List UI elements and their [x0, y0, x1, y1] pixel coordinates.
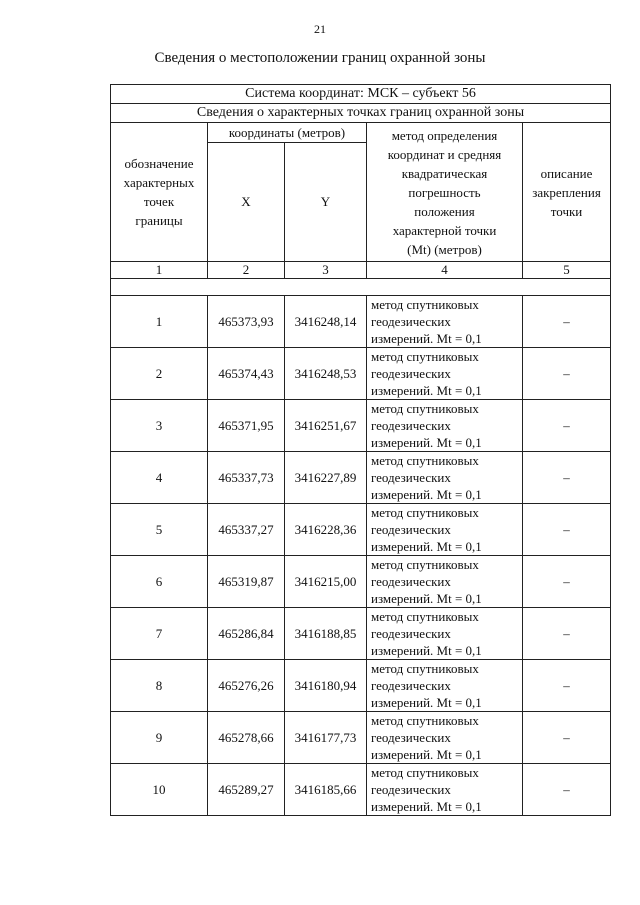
- header-x: X: [208, 143, 285, 262]
- method-line: метод спутниковых: [371, 765, 479, 780]
- method-line: метод спутниковых: [371, 453, 479, 468]
- method-line: геодезических: [371, 366, 451, 381]
- header-coordinates: координаты (метров): [208, 123, 367, 143]
- method-line: измерений. Mt = 0,1: [371, 331, 482, 346]
- point-number-cell: 4: [111, 452, 208, 504]
- method-cell: [367, 400, 523, 452]
- table-row: [111, 400, 611, 452]
- method-line: измерений. Mt = 0,1: [371, 643, 482, 658]
- document-title: Сведения о местоположении границ охранной зоны: [154, 50, 486, 66]
- coordinate-system-cell: Система координат: МСК – субъект 56: [111, 85, 611, 104]
- x-coordinate-cell: 465337,73: [208, 452, 285, 504]
- method-line: геодезических: [371, 574, 451, 589]
- x-coordinate-cell: 465278,66: [208, 712, 285, 764]
- point-number-cell: 3: [111, 400, 208, 452]
- x-coordinate-cell: 465374,43: [208, 348, 285, 400]
- method-line: геодезических: [371, 522, 451, 537]
- method-cell: [367, 556, 523, 608]
- y-coordinate-cell: 3416215,00: [285, 556, 367, 608]
- description-cell: –: [523, 400, 611, 452]
- table-row: [111, 504, 611, 556]
- header-row: [111, 123, 611, 143]
- coordinate-system-row: [111, 85, 611, 104]
- header-description-line: описание: [540, 165, 593, 181]
- header-y: Y: [285, 143, 367, 262]
- method-line: геодезических: [371, 314, 451, 329]
- table-row: [111, 660, 611, 712]
- y-coordinate-cell: 3416228,36: [285, 504, 367, 556]
- y-coordinate-cell: 3416248,53: [285, 348, 367, 400]
- method-line: метод спутниковых: [371, 713, 479, 728]
- x-coordinate-cell: 465373,93: [208, 296, 285, 348]
- method-line: геодезических: [371, 782, 451, 797]
- header-point-designation-line: обозначение: [124, 156, 194, 171]
- method-line: геодезических: [371, 730, 451, 745]
- table-subtitle-row: [111, 104, 611, 123]
- y-coordinate-cell: 3416177,73: [285, 712, 367, 764]
- method-cell: [367, 764, 523, 816]
- method-line: измерений. Mt = 0,1: [371, 383, 482, 398]
- header-method-line: (Mt) (метров): [407, 241, 482, 257]
- column-number: 5: [523, 262, 611, 279]
- header-description-line: закрепления: [532, 184, 601, 200]
- method-line: измерений. Mt = 0,1: [371, 435, 482, 450]
- header-point-designation-line: точек: [143, 194, 175, 209]
- method-line: измерений. Mt = 0,1: [371, 591, 482, 606]
- table-row: [111, 764, 611, 816]
- boundary-points-table: [110, 84, 611, 816]
- method-line: метод спутниковых: [371, 557, 479, 572]
- table-row: [111, 712, 611, 764]
- column-number: 1: [111, 262, 208, 279]
- method-line: метод спутниковых: [371, 297, 479, 312]
- x-coordinate-cell: 465371,95: [208, 400, 285, 452]
- y-coordinate-cell: 3416227,89: [285, 452, 367, 504]
- method-line: метод спутниковых: [371, 661, 479, 676]
- page-number: 21: [314, 22, 326, 36]
- table-row: [111, 296, 611, 348]
- point-number-cell: 2: [111, 348, 208, 400]
- method-cell: [367, 348, 523, 400]
- method-line: метод спутниковых: [371, 505, 479, 520]
- description-cell: –: [523, 556, 611, 608]
- blank-cell: [111, 279, 611, 296]
- table-row: [111, 452, 611, 504]
- method-line: геодезических: [371, 470, 451, 485]
- description-cell: –: [523, 712, 611, 764]
- method-cell: [367, 712, 523, 764]
- blank-row: [111, 279, 611, 296]
- x-coordinate-cell: 465276,26: [208, 660, 285, 712]
- description-cell: –: [523, 504, 611, 556]
- method-cell: [367, 296, 523, 348]
- point-number-cell: 8: [111, 660, 208, 712]
- method-cell: [367, 504, 523, 556]
- description-cell: –: [523, 660, 611, 712]
- header-method: [367, 123, 523, 262]
- method-line: измерений. Mt = 0,1: [371, 539, 482, 554]
- point-number-cell: 10: [111, 764, 208, 816]
- header-point-designation-line: границы: [135, 213, 183, 228]
- header-method-line: координат и средняя: [387, 146, 502, 162]
- y-coordinate-cell: 3416185,66: [285, 764, 367, 816]
- method-line: измерений. Mt = 0,1: [371, 695, 482, 710]
- point-number-cell: 6: [111, 556, 208, 608]
- header-description: [523, 123, 611, 262]
- description-cell: –: [523, 296, 611, 348]
- method-line: метод спутниковых: [371, 349, 479, 364]
- method-line: метод спутниковых: [371, 609, 479, 624]
- header-description-line: точки: [550, 203, 583, 219]
- description-cell: –: [523, 764, 611, 816]
- y-coordinate-cell: 3416180,94: [285, 660, 367, 712]
- description-cell: –: [523, 608, 611, 660]
- x-coordinate-cell: 465319,87: [208, 556, 285, 608]
- method-line: метод спутниковых: [371, 401, 479, 416]
- y-coordinate-cell: 3416251,67: [285, 400, 367, 452]
- method-line: геодезических: [371, 418, 451, 433]
- method-line: геодезических: [371, 678, 451, 693]
- method-line: измерений. Mt = 0,1: [371, 799, 482, 814]
- x-coordinate-cell: 465337,27: [208, 504, 285, 556]
- table-row: [111, 348, 611, 400]
- header-method-line: погрешность: [408, 184, 481, 200]
- y-coordinate-cell: 3416188,85: [285, 608, 367, 660]
- x-coordinate-cell: 465289,27: [208, 764, 285, 816]
- column-numbers-row: [111, 262, 611, 279]
- description-cell: –: [523, 452, 611, 504]
- method-cell: [367, 452, 523, 504]
- point-number-cell: 9: [111, 712, 208, 764]
- header-method-line: метод определения: [391, 127, 498, 143]
- table-row: [111, 556, 611, 608]
- column-number: 2: [208, 262, 285, 279]
- header-point-designation-line: характерных: [123, 175, 195, 190]
- x-coordinate-cell: 465286,84: [208, 608, 285, 660]
- method-cell: [367, 608, 523, 660]
- header-point-designation: [111, 123, 208, 262]
- method-line: измерений. Mt = 0,1: [371, 747, 482, 762]
- column-number: 4: [367, 262, 523, 279]
- point-number-cell: 1: [111, 296, 208, 348]
- column-number: 3: [285, 262, 367, 279]
- table-row: [111, 608, 611, 660]
- header-method-line: характерной точки: [392, 222, 497, 238]
- description-cell: –: [523, 348, 611, 400]
- method-line: измерений. Mt = 0,1: [371, 487, 482, 502]
- point-number-cell: 5: [111, 504, 208, 556]
- y-coordinate-cell: 3416248,14: [285, 296, 367, 348]
- method-cell: [367, 660, 523, 712]
- header-method-line: квадратическая: [401, 165, 488, 181]
- method-line: геодезических: [371, 626, 451, 641]
- point-number-cell: 7: [111, 608, 208, 660]
- table-subtitle-cell: Сведения о характерных точках границ охранной зоны: [111, 104, 611, 123]
- header-method-line: положения: [414, 203, 475, 219]
